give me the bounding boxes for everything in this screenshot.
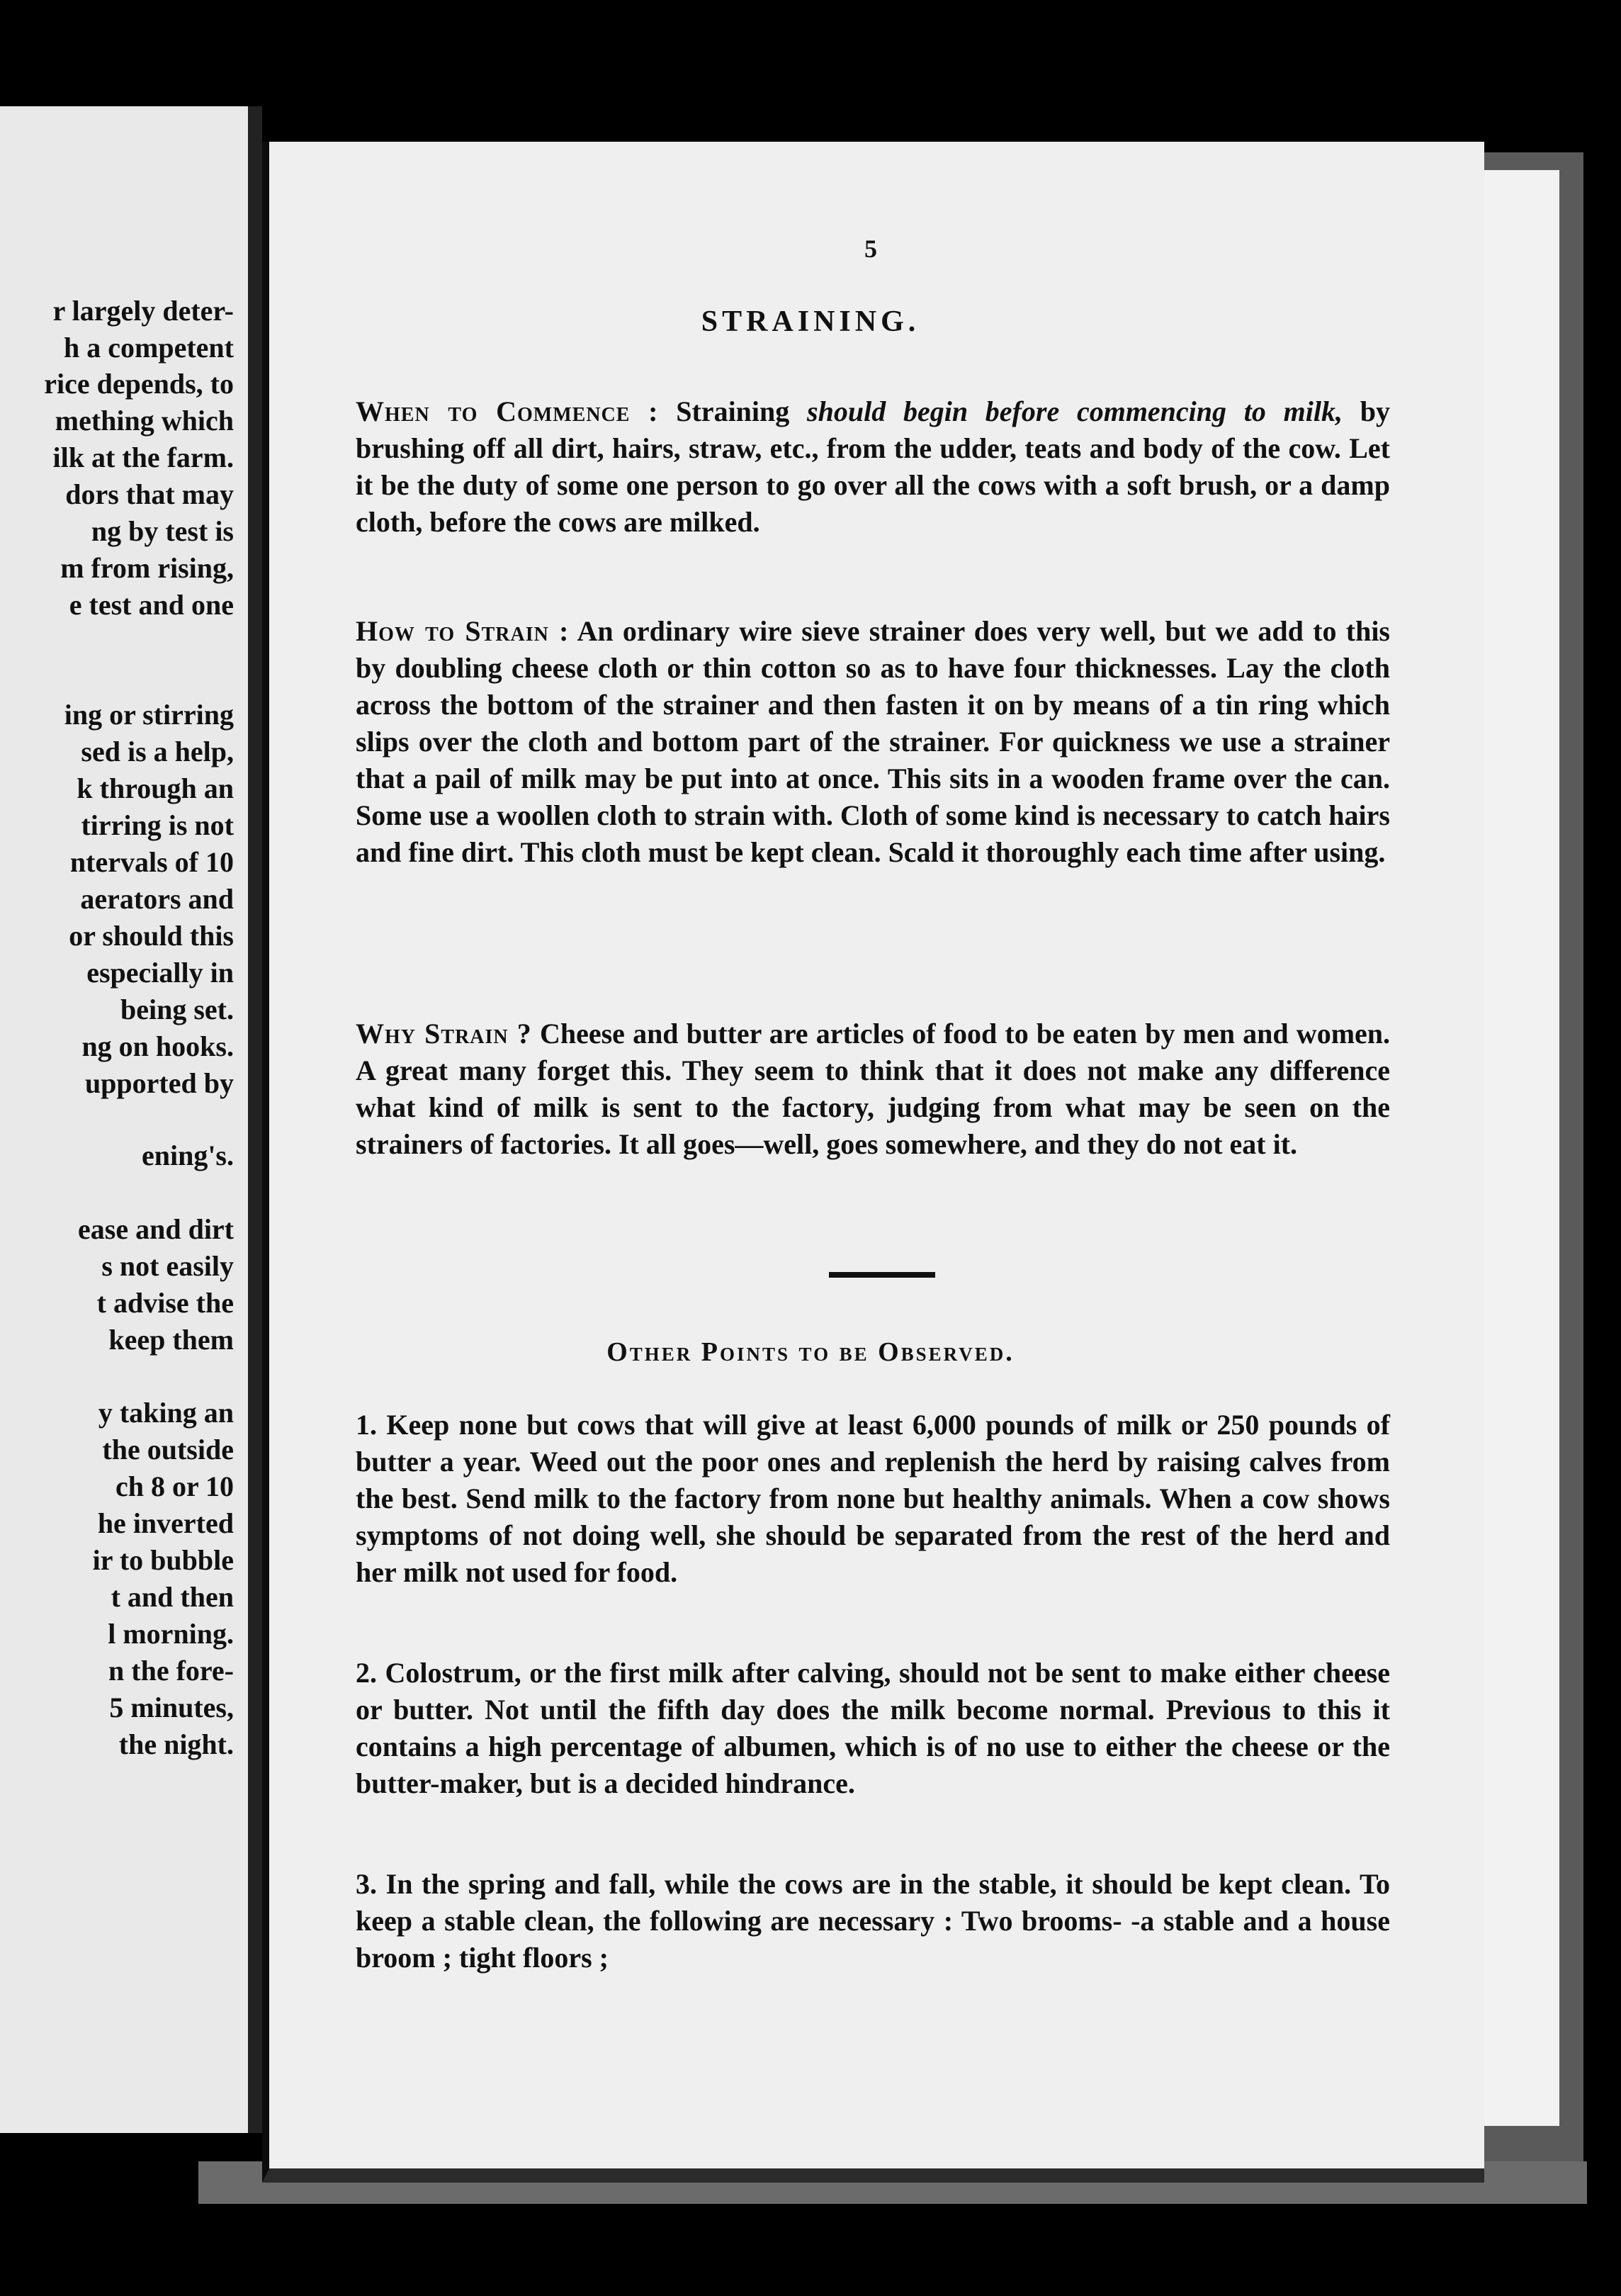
left-page-line: mething which: [55, 405, 234, 437]
left-page-line: upported by: [84, 1067, 234, 1099]
book-gutter: [248, 106, 262, 2133]
left-page-line: 5 minutes,: [109, 1692, 234, 1723]
list-item-3: 3. In the spring and fall, while the cows are in the stable, it should be kept clean. To keep a stable clean, the following are necessary : Two brooms- -a stable and a house broom ; tight floors ;: [356, 1868, 1390, 1974]
page-edge-inner: [1479, 170, 1559, 2126]
left-page-line: e test and one: [69, 589, 234, 621]
left-page-line: keep them: [108, 1324, 234, 1356]
left-page-line: ening's.: [141, 1139, 234, 1171]
paragraph-lead: Why Strain ?: [356, 1018, 532, 1049]
paragraph-why-strain: [356, 1015, 1390, 1163]
left-page-line: or should this: [69, 920, 234, 952]
left-page-line: aerators and: [80, 883, 234, 915]
paragraph-when-to-commence: [356, 393, 1390, 541]
left-page-line: k through an: [77, 772, 234, 804]
left-page-line: h a competent: [64, 332, 234, 364]
list-item-1: 1. Keep none but cows that will give at least 6,000 pounds of milk or 250 pounds of butter a year. Weed out the poor ones and replenish the herd by raising calves from the best. Send milk to the factory from none but healthy animals. When a cow shows symptoms of not doing well, she should be separated from the rest of the herd and her milk not used for food.: [356, 1409, 1390, 1588]
left-page-line: dors that may: [65, 478, 234, 510]
left-page-line: y taking an: [98, 1397, 234, 1429]
left-page-line: ntervals of 10: [69, 846, 234, 878]
left-page-line: m from rising,: [60, 552, 234, 584]
list-item-2: 2. Colostrum, or the first milk after calving, should not be sent to make either cheese or butter. Not until the fifth day does the milk become normal. Previous to this it contains a high percentage of albumen, which is of no use to either the cheese or the butter-maker, but is a decided hindrance.: [356, 1657, 1390, 1799]
left-page-line: ing or stirring: [64, 699, 234, 731]
paragraph-text: An ordinary wire sieve strainer does very well, but we add to this by doubling cheese cloth or thin cotton so as to have four thicknesses. Lay the cloth across the bottom of the strainer and then fasten it on by means of a tin ring which slips over the cloth and bottom part of the strainer. For quickness we use a strainer that a pail of milk may be put into at once. This sits in a wooden frame over the can. Some use a woollen cloth to strain with. Cloth of some kind is necessary to catch hairs and fine dirt. This cloth must be kept clean. Scald it thoroughly each time after using.: [356, 615, 1390, 868]
left-page-line: l morning.: [108, 1618, 234, 1650]
left-page-line: rice depends, to: [44, 368, 234, 400]
left-page-line: the outside: [102, 1434, 234, 1465]
left-page-line: t advise the: [96, 1287, 234, 1319]
left-page-line: tirring is not: [81, 809, 234, 841]
left-page-line: ng by test is: [91, 515, 234, 547]
paragraph-italic: should begin before commencing to milk,: [807, 395, 1343, 427]
section-title: STRAINING.: [701, 305, 920, 338]
left-page-line: sed is a help,: [81, 736, 234, 767]
left-page-line: ease and dirt: [78, 1213, 234, 1245]
left-page-line: ilk at the farm.: [52, 441, 234, 473]
paragraph-text: Straining: [658, 395, 808, 427]
left-page-line: s not easily: [101, 1250, 234, 1282]
paragraph-lead: When to Commence :: [356, 395, 659, 427]
left-page-line: ng on hooks.: [81, 1030, 234, 1062]
paragraph-lead: How to Strain :: [356, 615, 570, 647]
paragraph-how-to-strain: [356, 613, 1390, 871]
left-page-line: especially in: [86, 957, 234, 989]
left-page-line: n the fore-: [108, 1655, 234, 1687]
page-number: 5: [864, 235, 877, 263]
section-divider: [829, 1272, 935, 1278]
left-page-line: the night.: [118, 1728, 234, 1760]
left-page-line: he inverted: [97, 1507, 234, 1539]
paragraph-text: by brushing off all dirt, hairs, straw, etc., from the udder, teats and body of the cow. Let it be the duty of some one person to go over all the cows with a soft brush, or a damp cloth, before the cows are milked.: [356, 395, 1390, 538]
left-page-line: being set.: [120, 994, 234, 1025]
left-page-line: ch 8 or 10: [115, 1470, 234, 1502]
left-facing-page: [0, 106, 254, 2133]
paragraph-text: Cheese and butter are articles of food to be eaten by men and women. A great many forget this. They seem to think that it does not make any difference what kind of milk is sent to the factory, judging from what may be seen on the strainers of factories. It all goes—well, goes somewhere, and they do not eat it.: [356, 1018, 1391, 1160]
left-page-line: t and then: [111, 1581, 234, 1613]
left-page-line: ir to bubble: [92, 1544, 234, 1576]
left-page-line: r largely deter-: [52, 295, 234, 327]
subsection-title: Other Points to be Observed.: [606, 1337, 1015, 1367]
